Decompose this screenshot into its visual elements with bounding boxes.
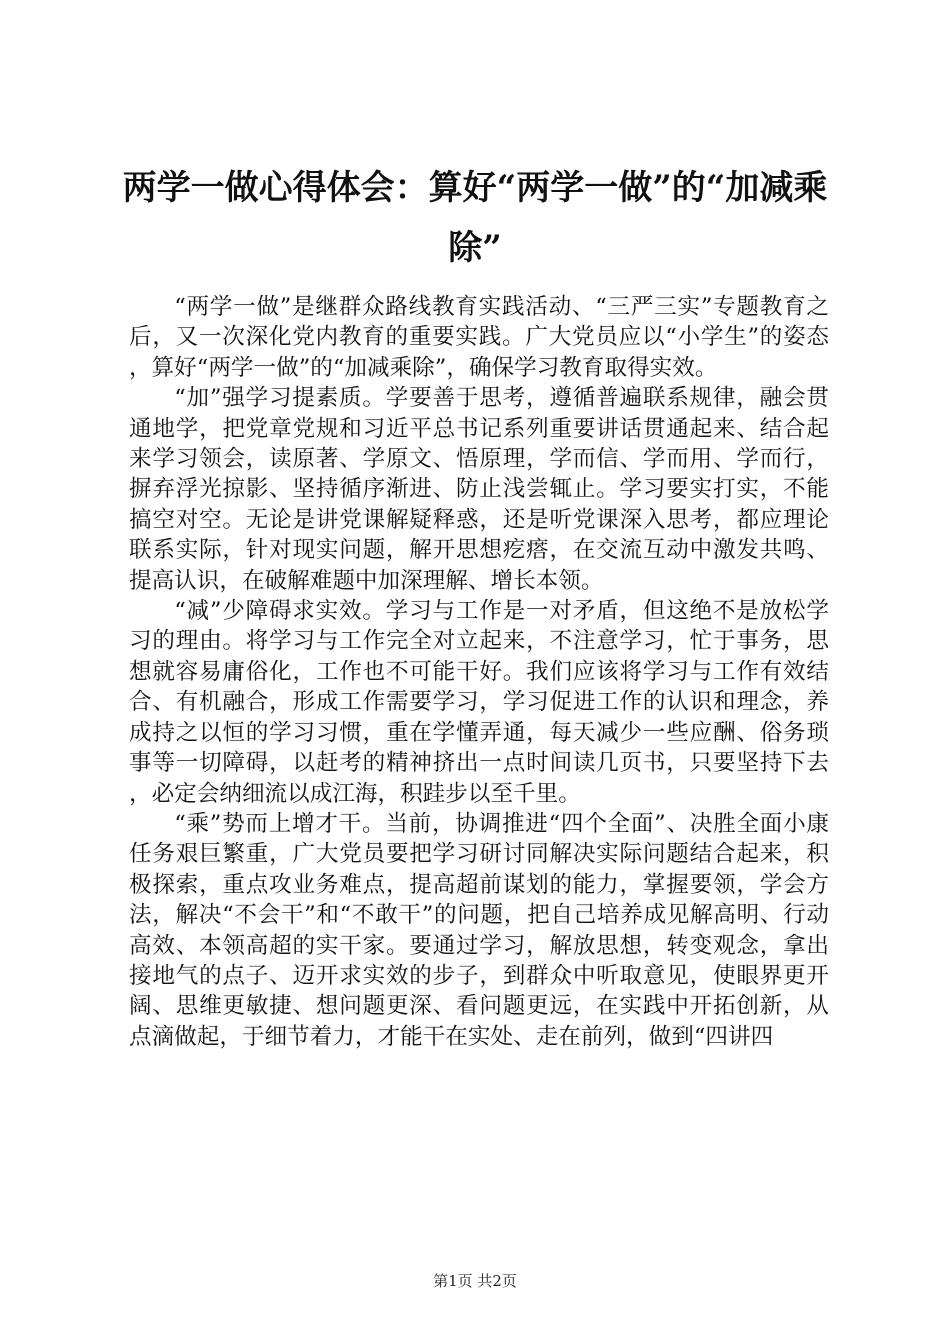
document-body: [129, 292, 829, 1188]
paragraph-subtract: “减”少障碍求实效。学习与工作是一对矛盾，但这绝不是放松学习的理由。将学习与工作完全对立起来，不注意学习，忙于事务，思想就容易庸俗化，工作也不可能干好。我们应该将学习与工作有效结合、有机融合，形成工作需要学习，学习促进工作的认识和理念，养成持之以恒的学习习惯，重在学懂弄通，每天减少一些应酬、俗务琐事等一切障碍，以赶考的精神挤出一点时间读几页书，只要坚持下去，必定会纳细流以成江海，积跬步以至千里。: [129, 598, 829, 807]
paragraph-multiply: “乘”势而上增才干。当前，协调推进“四个全面”、决胜全面小康任务艰巨繁重，广大党员要把学习研讨同解决实际问题结合起来，积极探索，重点攻业务难点，提高超前谋划的能力，掌握要领，学会方法，解决“不会干”和“不敢干”的问题，把自己培养成见解高明、行动高效、本领高超的实干家。要通过学习，解放思想，转变观念，拿出接地气的点子、迈开求实效的步子，到群众中听取意见，使眼界更开阔、思维更敏捷、想问题更深、看问题更远，在实践中开拓创新，从点滴做起，于细节着力，才能干在实处、走在前列，做到“四讲四: [129, 810, 829, 1050]
paragraph-add: “加”强学习提素质。学要善于思考，遵循普遍联系规律，融会贯通地学，把党章党规和习近平总书记系列重要讲话贯通起来、结合起来学习领会，读原著、学原文、悟原理，学而信、学而用、学而行，摒弃浮光掠影、坚持循序渐进、防止浅尝辄止。学习要实打实，不能搞空对空。无论是讲党课解疑释惑，还是听党课深入思考，都应理论联系实际，针对现实问题，解开思想疙瘩，在交流互动中激发共鸣、提高认识，在破解难题中加深理解、增长本领。: [129, 385, 829, 594]
page-footer: 第1页 共2页: [433, 1272, 517, 1290]
document-title: 两学一做心得体会：算好“两学一做”的“加减乘除”: [122, 168, 828, 268]
paragraph-intro: “两学一做”是继群众路线教育实践活动、“三严三实”专题教育之后，又一次深化党内教育的重要实践。广大党员应以“小学生”的姿态，算好“两学一做”的“加减乘除”，确保学习教育取得实效。: [129, 294, 829, 381]
